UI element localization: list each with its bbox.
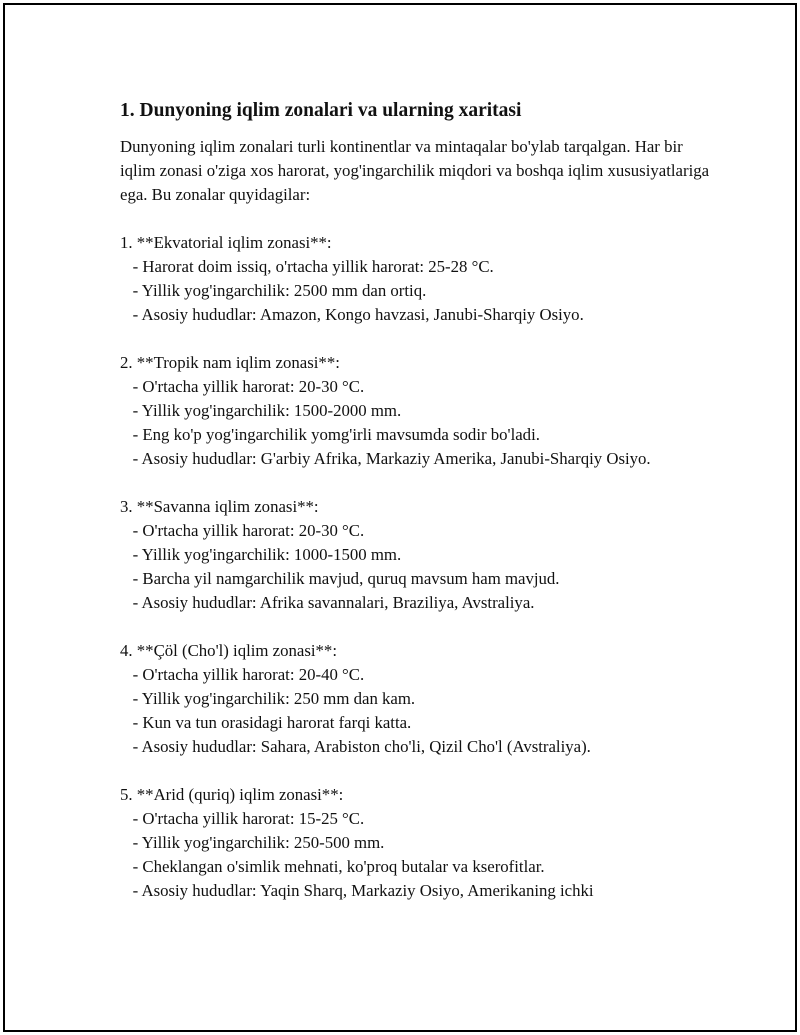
section-bullet: - Harorat doim issiq, o'rtacha yillik harorat: 25-28 °C. bbox=[120, 257, 494, 276]
section-bullet: - Asosiy hududlar: G'arbiy Afrika, Markaziy Amerika, Janubi-Sharqiy Osiyo. bbox=[120, 449, 651, 468]
climate-section-1 bbox=[120, 231, 710, 327]
climate-section-5 bbox=[120, 783, 710, 903]
document-title: 1. Dunyoning iqlim zonalari va ularning xaritasi bbox=[120, 100, 522, 121]
document-content bbox=[120, 99, 710, 927]
section-bullet: - Asosiy hududlar: Amazon, Kongo havzasi, Janubi-Sharqiy Osiyo. bbox=[120, 305, 584, 324]
section-bullet: - Asosiy hududlar: Sahara, Arabiston cho'li, Qizil Cho'l (Avstraliya). bbox=[120, 737, 591, 756]
section-bullet: - Yillik yog'ingarchilik: 1500-2000 mm. bbox=[120, 401, 402, 420]
climate-section-2 bbox=[120, 351, 710, 471]
section-bullet: - Eng ko'p yog'ingarchilik yomg'irli mavsumda sodir bo'ladi. bbox=[120, 425, 540, 444]
section-heading: 5. **Arid (quriq) iqlim zonasi**: bbox=[120, 785, 344, 804]
climate-section-4 bbox=[120, 639, 710, 759]
section-heading: 3. **Savanna iqlim zonasi**: bbox=[120, 497, 319, 516]
section-bullet: - Barcha yil namgarchilik mavjud, quruq mavsum ham mavjud. bbox=[120, 569, 560, 588]
section-bullet: - Yillik yog'ingarchilik: 250-500 mm. bbox=[120, 833, 385, 852]
climate-section-3 bbox=[120, 495, 710, 615]
section-bullet: - Asosiy hududlar: Yaqin Sharq, Markaziy Osiyo, Amerikaning ichki bbox=[120, 881, 594, 900]
section-bullet: - Yillik yog'ingarchilik: 1000-1500 mm. bbox=[120, 545, 402, 564]
section-heading: 4. **Çöl (Cho'l) iqlim zonasi**: bbox=[120, 641, 337, 660]
section-bullet: - O'rtacha yillik harorat: 20-30 °C. bbox=[120, 377, 365, 396]
section-bullet: - O'rtacha yillik harorat: 15-25 °C. bbox=[120, 809, 365, 828]
intro-paragraph: Dunyoning iqlim zonalari turli kontinentlar va mintaqalar bo'ylab tarqalgan. Har bir iqlim zonasi o'ziga xos harorat, yog'ingarchilik miqdori va boshqa iqlim xususiyatlariga ega. Bu zonalar quyidagilar: bbox=[120, 137, 710, 204]
section-heading: 1. **Ekvatorial iqlim zonasi**: bbox=[120, 233, 332, 252]
section-bullet: - Yillik yog'ingarchilik: 250 mm dan kam. bbox=[120, 689, 416, 708]
section-bullet: - Cheklangan o'simlik mehnati, ko'proq butalar va kserofitlar. bbox=[120, 857, 545, 876]
section-heading: 2. **Tropik nam iqlim zonasi**: bbox=[120, 353, 340, 372]
section-bullet: - Asosiy hududlar: Afrika savannalari, Braziliya, Avstraliya. bbox=[120, 593, 535, 612]
section-bullet: - Yillik yog'ingarchilik: 2500 mm dan ortiq. bbox=[120, 281, 427, 300]
section-bullet: - O'rtacha yillik harorat: 20-40 °C. bbox=[120, 665, 365, 684]
section-bullet: - O'rtacha yillik harorat: 20-30 °C. bbox=[120, 521, 365, 540]
document-page bbox=[3, 3, 797, 1032]
section-bullet: - Kun va tun orasidagi harorat farqi katta. bbox=[120, 713, 412, 732]
